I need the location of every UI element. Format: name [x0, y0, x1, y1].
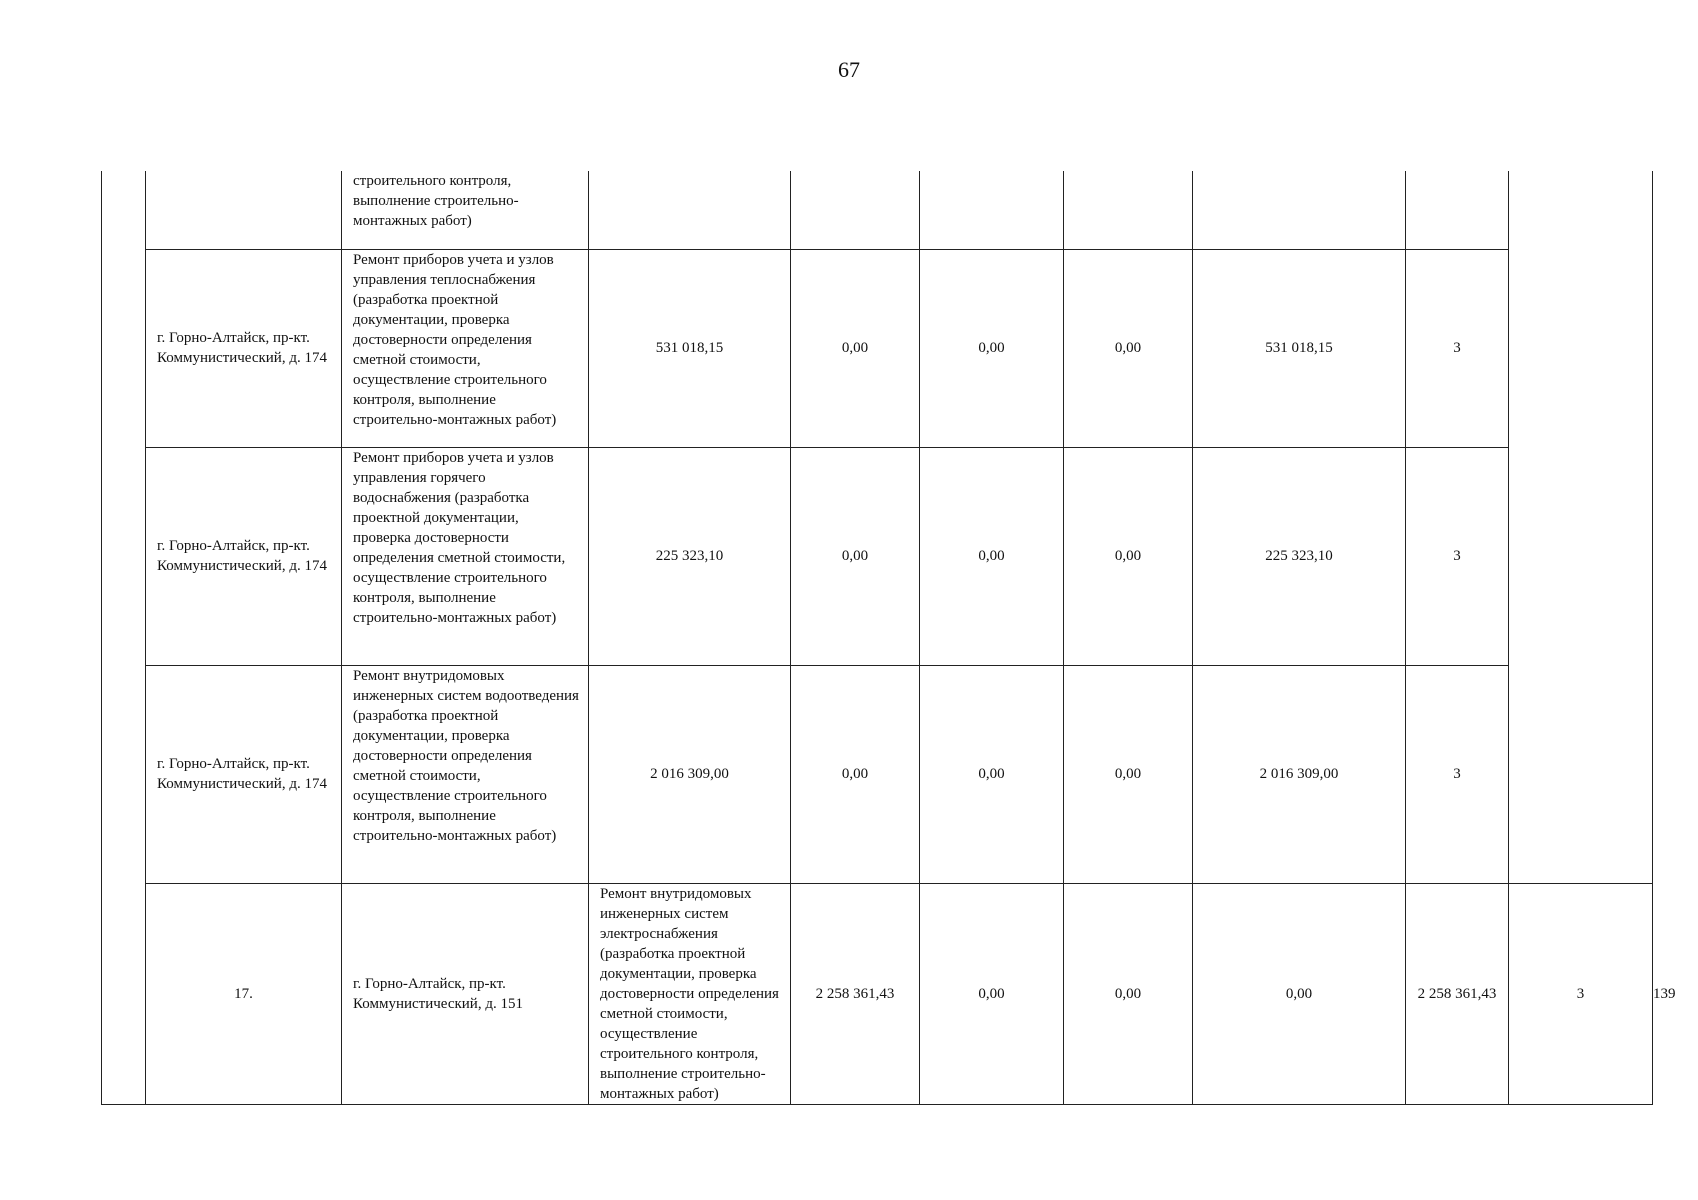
- address-cell: г. Горно-Алтайск, пр-кт. Коммунистический, д. 151: [342, 883, 589, 1104]
- table-row: [102, 171, 1653, 249]
- page-number: 67: [838, 57, 860, 82]
- last-cell: [1509, 171, 1653, 883]
- address-cell: г. Горно-Алтайск, пр-кт. Коммунистический, д. 174: [146, 665, 342, 883]
- total-cell: 531 018,15: [589, 249, 791, 447]
- value-cell: 0,00: [1064, 883, 1193, 1104]
- value-cell: 0,00: [791, 665, 920, 883]
- amount-cell: 225 323,10: [1193, 447, 1406, 665]
- description-cell: Ремонт внутридомовых инженерных систем электроснабжения (разработка проектной документации, проверка достоверности определения сметной стоимости, осуществление строительного контроля, выполнение строительно-монтажных работ): [589, 883, 791, 1104]
- value-cell: 0,00: [791, 447, 920, 665]
- value-cell: 0,00: [920, 249, 1064, 447]
- table-row: 17. г. Горно-Алтайск, пр-кт. Коммунистический, д. 151 Ремонт внутридомовых инженерных систем электроснабжения (разработка проектной документации, проверка достоверности определения сметной стоимости, осуществление строительного контроля, выполнение строительно-монтажных работ) 2 258 361,43 0,00 0,00 0,00 2 258 361,43 3 139: [102, 883, 1653, 1104]
- total-cell: 2 258 361,43: [791, 883, 920, 1104]
- value-cell: 0,00: [920, 447, 1064, 665]
- value-cell: [920, 171, 1064, 249]
- table-row: [102, 665, 1653, 883]
- works-table: [101, 171, 1676, 1105]
- value-cell: 0,00: [791, 249, 920, 447]
- row-number-cell: [102, 171, 146, 1104]
- period-cell: 3: [1406, 665, 1509, 883]
- amount-cell: 2 258 361,43: [1406, 883, 1509, 1104]
- amount-cell: 2 016 309,00: [1193, 665, 1406, 883]
- period-cell: 3: [1406, 249, 1509, 447]
- value-cell: 0,00: [920, 883, 1064, 1104]
- description-cell: Ремонт приборов учета и узлов управления теплоснабжения (разработка проектной документации, проверка достоверности определения сметной стоимости, осуществление строительного контроля, выполнение строительно-монтажных работ): [342, 249, 589, 447]
- value-cell: [1064, 171, 1193, 249]
- table-row: [102, 447, 1653, 665]
- value-cell: [791, 171, 920, 249]
- address-cell: г. Горно-Алтайск, пр-кт. Коммунистический, д. 174: [146, 249, 342, 447]
- total-cell: 2 016 309,00: [589, 665, 791, 883]
- value-cell: 0,00: [920, 665, 1064, 883]
- address-cell: [146, 171, 342, 249]
- value-cell: 0,00: [1193, 883, 1406, 1104]
- row-number-cell: 17.: [146, 883, 342, 1104]
- total-cell: 225 323,10: [589, 447, 791, 665]
- period-cell: 3: [1509, 883, 1653, 1104]
- value-cell: 0,00: [1064, 249, 1193, 447]
- description-cell: Ремонт внутридомовых инженерных систем водоотведения (разработка проектной документации, проверка достоверности определения сметной стоимости, осуществление строительного контроля, выполнение строительно-монтажных работ): [342, 665, 589, 883]
- period-cell: 3: [1406, 447, 1509, 665]
- total-cell: [589, 171, 791, 249]
- description-cell: Ремонт приборов учета и узлов управления горячего водоснабжения (разработка проектной документации, проверка достоверности определения сметной стоимости, осуществление строительного контроля, выполнение строительно-монтажных работ): [342, 447, 589, 665]
- table-row: [102, 249, 1653, 447]
- value-cell: 0,00: [1064, 447, 1193, 665]
- amount-cell: [1193, 171, 1406, 249]
- amount-cell: 531 018,15: [1193, 249, 1406, 447]
- address-cell: г. Горно-Алтайск, пр-кт. Коммунистический, д. 174: [146, 447, 342, 665]
- value-cell: 0,00: [1064, 665, 1193, 883]
- description-cell: строительного контроля, выполнение строительно-монтажных работ): [342, 171, 589, 249]
- period-cell: [1406, 171, 1509, 249]
